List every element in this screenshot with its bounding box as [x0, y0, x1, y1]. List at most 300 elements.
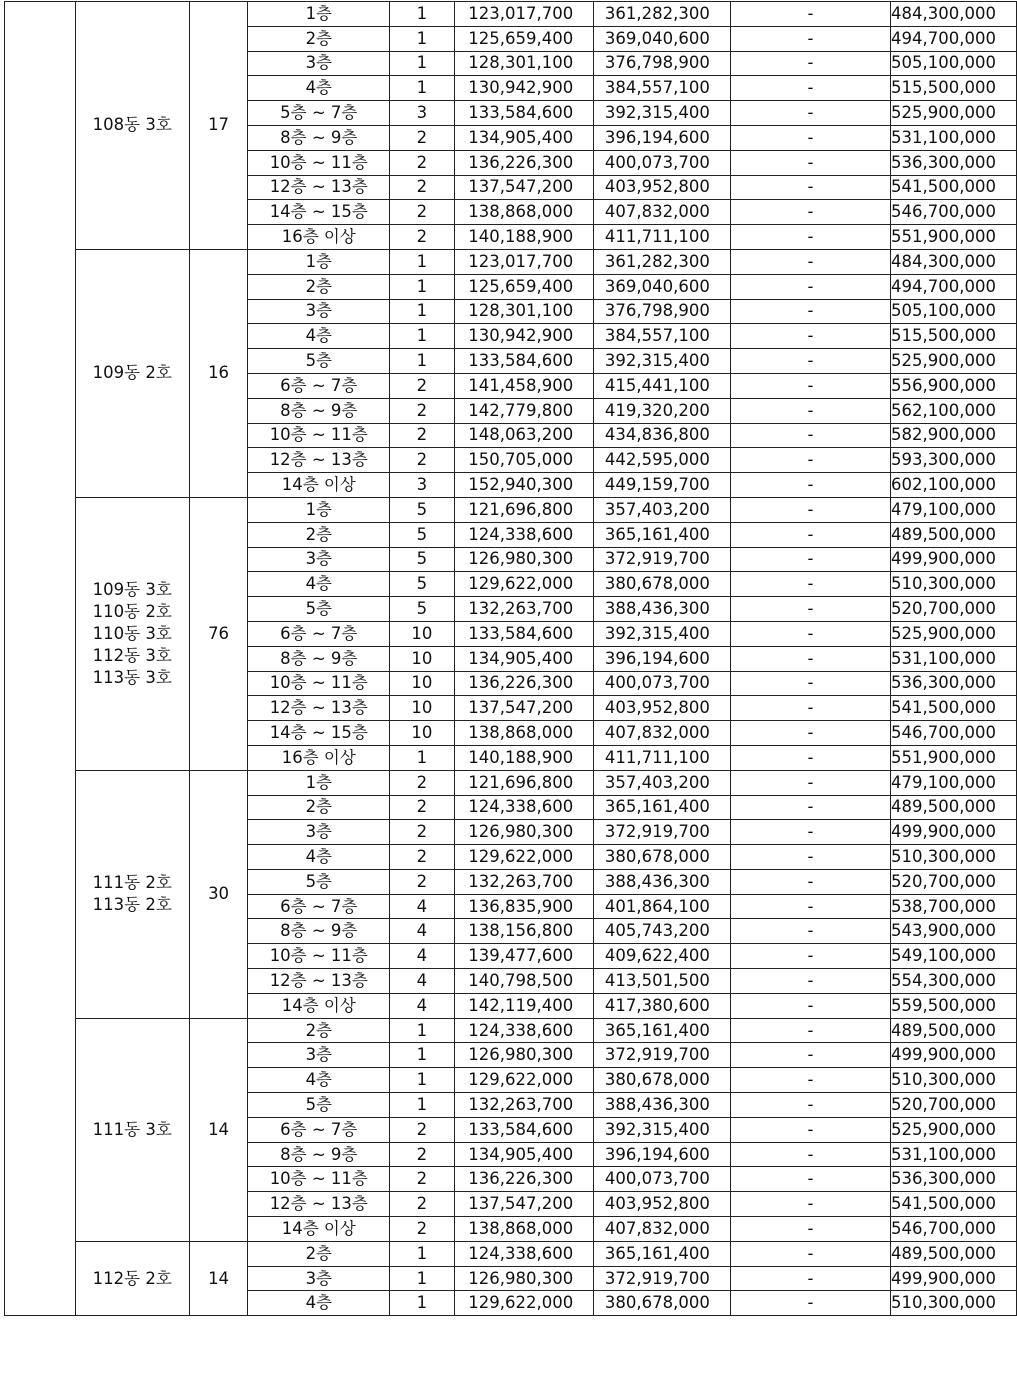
vat-cell: - — [730, 1068, 890, 1093]
vat-cell: - — [730, 299, 890, 324]
land-price-cell: 136,226,300 — [454, 150, 594, 175]
building-price-cell: 372,919,700 — [594, 1266, 731, 1291]
floor-cell: 1층 — [248, 497, 390, 522]
units-cell: 2 — [390, 200, 455, 225]
land-price-cell: 132,263,700 — [454, 869, 594, 894]
land-price-cell: 124,338,600 — [454, 795, 594, 820]
units-cell: 10 — [390, 646, 455, 671]
land-price-cell: 138,868,000 — [454, 721, 594, 746]
building-price-cell: 400,073,700 — [594, 671, 731, 696]
floor-cell: 16층 이상 — [248, 225, 390, 250]
vat-cell: - — [730, 646, 890, 671]
vat-cell: - — [730, 473, 890, 498]
price-table — [4, 1, 1017, 1316]
land-price-cell: 140,188,900 — [454, 225, 594, 250]
floor-cell: 12층 ~ 13층 — [248, 969, 390, 994]
total-price-cell: 531,100,000 — [890, 125, 1016, 150]
building-unit-label: 110동 3호 — [92, 623, 172, 643]
units-cell: 2 — [390, 398, 455, 423]
total-price-cell: 543,900,000 — [890, 919, 1016, 944]
floor-cell: 14층 이상 — [248, 1217, 390, 1242]
units-cell: 1 — [390, 299, 455, 324]
total-price-cell: 549,100,000 — [890, 944, 1016, 969]
land-price-cell: 126,980,300 — [454, 1043, 594, 1068]
household-count-cell: 17 — [189, 2, 248, 250]
floor-cell: 10층 ~ 11층 — [248, 671, 390, 696]
total-price-cell: 510,300,000 — [890, 1291, 1016, 1316]
units-cell: 2 — [390, 1167, 455, 1192]
vat-cell: - — [730, 249, 890, 274]
building-price-cell: 369,040,600 — [594, 274, 731, 299]
household-count-cell: 16 — [189, 249, 248, 497]
vat-cell: - — [730, 894, 890, 919]
building-price-cell: 411,711,100 — [594, 225, 731, 250]
building-unit-cell — [75, 249, 189, 497]
floor-cell: 3층 — [248, 547, 390, 572]
household-count-cell: 30 — [189, 770, 248, 1018]
vat-cell: - — [730, 696, 890, 721]
total-price-cell: 520,700,000 — [890, 869, 1016, 894]
floor-cell: 2층 — [248, 1241, 390, 1266]
land-price-cell: 125,659,400 — [454, 26, 594, 51]
floor-cell: 4층 — [248, 324, 390, 349]
land-price-cell: 148,063,200 — [454, 423, 594, 448]
land-price-cell: 138,156,800 — [454, 919, 594, 944]
total-price-cell: 525,900,000 — [890, 1117, 1016, 1142]
land-price-cell: 124,338,600 — [454, 1018, 594, 1043]
building-unit-label: 112동 3호 — [92, 645, 172, 665]
vat-cell: - — [730, 721, 890, 746]
building-price-cell: 380,678,000 — [594, 1068, 731, 1093]
units-cell: 2 — [390, 1142, 455, 1167]
units-cell: 2 — [390, 1117, 455, 1142]
vat-cell: - — [730, 547, 890, 572]
land-price-cell: 133,584,600 — [454, 1117, 594, 1142]
vat-cell: - — [730, 1266, 890, 1291]
land-price-cell: 124,338,600 — [454, 1241, 594, 1266]
land-price-cell: 150,705,000 — [454, 448, 594, 473]
units-cell: 10 — [390, 696, 455, 721]
total-price-cell: 582,900,000 — [890, 423, 1016, 448]
total-price-cell: 510,300,000 — [890, 572, 1016, 597]
building-price-cell: 409,622,400 — [594, 944, 731, 969]
total-price-cell: 593,300,000 — [890, 448, 1016, 473]
land-price-cell: 128,301,100 — [454, 51, 594, 76]
floor-cell: 1층 — [248, 2, 390, 27]
land-price-cell: 123,017,700 — [454, 2, 594, 27]
total-price-cell: 562,100,000 — [890, 398, 1016, 423]
floor-cell: 10층 ~ 11층 — [248, 944, 390, 969]
vat-cell: - — [730, 1117, 890, 1142]
units-cell: 5 — [390, 572, 455, 597]
total-price-cell: 489,500,000 — [890, 795, 1016, 820]
land-price-cell: 134,905,400 — [454, 125, 594, 150]
land-price-cell: 133,584,600 — [454, 101, 594, 126]
building-unit-label: 109동 2호 — [92, 363, 172, 383]
floor-cell: 2층 — [248, 795, 390, 820]
units-cell: 2 — [390, 423, 455, 448]
units-cell: 5 — [390, 522, 455, 547]
units-cell: 4 — [390, 894, 455, 919]
units-cell: 1 — [390, 1043, 455, 1068]
total-price-cell: 499,900,000 — [890, 547, 1016, 572]
units-cell: 5 — [390, 497, 455, 522]
floor-cell: 5층 — [248, 1093, 390, 1118]
vat-cell: - — [730, 522, 890, 547]
floor-cell: 16층 이상 — [248, 745, 390, 770]
building-price-cell: 365,161,400 — [594, 1241, 731, 1266]
land-price-cell: 136,226,300 — [454, 671, 594, 696]
land-price-cell: 126,980,300 — [454, 820, 594, 845]
units-cell: 4 — [390, 993, 455, 1018]
units-cell: 2 — [390, 795, 455, 820]
building-price-cell: 419,320,200 — [594, 398, 731, 423]
units-cell: 2 — [390, 150, 455, 175]
building-price-cell: 400,073,700 — [594, 150, 731, 175]
blank-margin-column — [5, 2, 76, 1316]
units-cell: 2 — [390, 770, 455, 795]
vat-cell: - — [730, 770, 890, 795]
vat-cell: - — [730, 869, 890, 894]
units-cell: 1 — [390, 1093, 455, 1118]
vat-cell: - — [730, 1043, 890, 1068]
building-unit-label: 113동 2호 — [92, 895, 172, 915]
land-price-cell: 129,622,000 — [454, 1291, 594, 1316]
floor-cell: 4층 — [248, 845, 390, 870]
total-price-cell: 541,500,000 — [890, 175, 1016, 200]
land-price-cell: 138,868,000 — [454, 1217, 594, 1242]
land-price-cell: 134,905,400 — [454, 646, 594, 671]
building-price-cell: 380,678,000 — [594, 572, 731, 597]
land-price-cell: 140,798,500 — [454, 969, 594, 994]
total-price-cell: 489,500,000 — [890, 1018, 1016, 1043]
total-price-cell: 551,900,000 — [890, 225, 1016, 250]
floor-cell: 3층 — [248, 820, 390, 845]
building-unit-cell — [75, 770, 189, 1018]
total-price-cell: 479,100,000 — [890, 497, 1016, 522]
vat-cell: - — [730, 944, 890, 969]
building-price-cell: 372,919,700 — [594, 1043, 731, 1068]
vat-cell: - — [730, 969, 890, 994]
vat-cell: - — [730, 101, 890, 126]
vat-cell: - — [730, 993, 890, 1018]
total-price-cell: 551,900,000 — [890, 745, 1016, 770]
table-row — [5, 770, 1017, 795]
land-price-cell: 133,584,600 — [454, 349, 594, 374]
floor-cell: 3층 — [248, 51, 390, 76]
building-price-cell: 411,711,100 — [594, 745, 731, 770]
vat-cell: - — [730, 621, 890, 646]
land-price-cell: 134,905,400 — [454, 1142, 594, 1167]
total-price-cell: 505,100,000 — [890, 299, 1016, 324]
building-price-cell: 361,282,300 — [594, 2, 731, 27]
vat-cell: - — [730, 448, 890, 473]
land-price-cell: 126,980,300 — [454, 1266, 594, 1291]
floor-cell: 2층 — [248, 1018, 390, 1043]
building-price-cell: 417,380,600 — [594, 993, 731, 1018]
floor-cell: 10층 ~ 11층 — [248, 1167, 390, 1192]
total-price-cell: 515,500,000 — [890, 76, 1016, 101]
floor-cell: 4층 — [248, 1068, 390, 1093]
floor-cell: 1층 — [248, 770, 390, 795]
vat-cell: - — [730, 820, 890, 845]
total-price-cell: 499,900,000 — [890, 1043, 1016, 1068]
building-price-cell: 392,315,400 — [594, 621, 731, 646]
building-price-cell: 392,315,400 — [594, 101, 731, 126]
vat-cell: - — [730, 671, 890, 696]
building-price-cell: 384,557,100 — [594, 76, 731, 101]
total-price-cell: 484,300,000 — [890, 2, 1016, 27]
vat-cell: - — [730, 150, 890, 175]
total-price-cell: 510,300,000 — [890, 1068, 1016, 1093]
building-unit-label: 108동 3호 — [92, 115, 172, 135]
building-price-cell: 407,832,000 — [594, 721, 731, 746]
building-unit-cell — [75, 1018, 189, 1241]
land-price-cell: 142,779,800 — [454, 398, 594, 423]
household-count-cell: 14 — [189, 1241, 248, 1315]
building-unit-label: 111동 2호 — [92, 873, 172, 893]
building-price-cell: 396,194,600 — [594, 646, 731, 671]
vat-cell: - — [730, 349, 890, 374]
land-price-cell: 136,835,900 — [454, 894, 594, 919]
floor-cell: 8층 ~ 9층 — [248, 125, 390, 150]
total-price-cell: 520,700,000 — [890, 597, 1016, 622]
land-price-cell: 136,226,300 — [454, 1167, 594, 1192]
total-price-cell: 479,100,000 — [890, 770, 1016, 795]
floor-cell: 2층 — [248, 26, 390, 51]
units-cell: 2 — [390, 125, 455, 150]
total-price-cell: 531,100,000 — [890, 1142, 1016, 1167]
vat-cell: - — [730, 2, 890, 27]
building-price-cell: 361,282,300 — [594, 249, 731, 274]
total-price-cell: 602,100,000 — [890, 473, 1016, 498]
units-cell: 2 — [390, 373, 455, 398]
building-price-cell: 380,678,000 — [594, 1291, 731, 1316]
floor-cell: 4층 — [248, 76, 390, 101]
units-cell: 2 — [390, 225, 455, 250]
vat-cell: - — [730, 497, 890, 522]
land-price-cell: 133,584,600 — [454, 621, 594, 646]
units-cell: 2 — [390, 1217, 455, 1242]
building-unit-label: 110동 2호 — [92, 601, 172, 621]
vat-cell: - — [730, 125, 890, 150]
building-unit-cell — [75, 1241, 189, 1315]
building-price-cell: 380,678,000 — [594, 845, 731, 870]
units-cell: 3 — [390, 473, 455, 498]
total-price-cell: 489,500,000 — [890, 522, 1016, 547]
units-cell: 5 — [390, 547, 455, 572]
total-price-cell: 541,500,000 — [890, 1192, 1016, 1217]
floor-cell: 10층 ~ 11층 — [248, 423, 390, 448]
table-row — [5, 1018, 1017, 1043]
household-count-cell: 76 — [189, 497, 248, 770]
floor-cell: 6층 ~ 7층 — [248, 621, 390, 646]
total-price-cell: 546,700,000 — [890, 721, 1016, 746]
total-price-cell: 484,300,000 — [890, 249, 1016, 274]
land-price-cell: 142,119,400 — [454, 993, 594, 1018]
floor-cell: 8층 ~ 9층 — [248, 1142, 390, 1167]
floor-cell: 3층 — [248, 299, 390, 324]
units-cell: 4 — [390, 919, 455, 944]
vat-cell: - — [730, 423, 890, 448]
table-row — [5, 497, 1017, 522]
land-price-cell: 137,547,200 — [454, 696, 594, 721]
building-price-cell: 413,501,500 — [594, 969, 731, 994]
units-cell: 2 — [390, 175, 455, 200]
total-price-cell: 559,500,000 — [890, 993, 1016, 1018]
floor-cell: 6층 ~ 7층 — [248, 373, 390, 398]
vat-cell: - — [730, 1093, 890, 1118]
building-price-cell: 407,832,000 — [594, 1217, 731, 1242]
land-price-cell: 141,458,900 — [454, 373, 594, 398]
total-price-cell: 520,700,000 — [890, 1093, 1016, 1118]
units-cell: 10 — [390, 721, 455, 746]
floor-cell: 3층 — [248, 1043, 390, 1068]
building-price-cell: 372,919,700 — [594, 547, 731, 572]
floor-cell: 8층 ~ 9층 — [248, 398, 390, 423]
vat-cell: - — [730, 200, 890, 225]
floor-cell: 5층 ~ 7층 — [248, 101, 390, 126]
floor-cell: 2층 — [248, 274, 390, 299]
units-cell: 1 — [390, 249, 455, 274]
floor-cell: 14층 이상 — [248, 473, 390, 498]
building-price-cell: 376,798,900 — [594, 51, 731, 76]
floor-cell: 1층 — [248, 249, 390, 274]
building-price-cell: 376,798,900 — [594, 299, 731, 324]
floor-cell: 5층 — [248, 869, 390, 894]
building-price-cell: 403,952,800 — [594, 696, 731, 721]
vat-cell: - — [730, 1217, 890, 1242]
household-count-cell: 14 — [189, 1018, 248, 1241]
building-price-cell: 396,194,600 — [594, 125, 731, 150]
vat-cell: - — [730, 795, 890, 820]
building-unit-label: 113동 3호 — [92, 667, 172, 687]
units-cell: 1 — [390, 76, 455, 101]
building-price-cell: 372,919,700 — [594, 820, 731, 845]
land-price-cell: 132,263,700 — [454, 1093, 594, 1118]
total-price-cell: 546,700,000 — [890, 200, 1016, 225]
total-price-cell: 499,900,000 — [890, 1266, 1016, 1291]
floor-cell: 5층 — [248, 349, 390, 374]
floor-cell: 10층 ~ 11층 — [248, 150, 390, 175]
land-price-cell: 129,622,000 — [454, 845, 594, 870]
units-cell: 10 — [390, 671, 455, 696]
total-price-cell: 541,500,000 — [890, 696, 1016, 721]
total-price-cell: 538,700,000 — [890, 894, 1016, 919]
building-price-cell: 403,952,800 — [594, 1192, 731, 1217]
total-price-cell: 489,500,000 — [890, 1241, 1016, 1266]
total-price-cell: 525,900,000 — [890, 101, 1016, 126]
building-price-cell: 400,073,700 — [594, 1167, 731, 1192]
building-price-cell: 384,557,100 — [594, 324, 731, 349]
units-cell: 2 — [390, 448, 455, 473]
vat-cell: - — [730, 919, 890, 944]
vat-cell: - — [730, 26, 890, 51]
building-price-cell: 357,403,200 — [594, 770, 731, 795]
land-price-cell: 123,017,700 — [454, 249, 594, 274]
units-cell: 1 — [390, 1266, 455, 1291]
total-price-cell: 536,300,000 — [890, 671, 1016, 696]
building-price-cell: 388,436,300 — [594, 1093, 731, 1118]
land-price-cell: 130,942,900 — [454, 76, 594, 101]
units-cell: 2 — [390, 845, 455, 870]
units-cell: 5 — [390, 597, 455, 622]
total-price-cell: 510,300,000 — [890, 845, 1016, 870]
land-price-cell: 139,477,600 — [454, 944, 594, 969]
floor-cell: 6층 ~ 7층 — [248, 1117, 390, 1142]
units-cell: 1 — [390, 745, 455, 770]
vat-cell: - — [730, 597, 890, 622]
building-unit-label: 111동 3호 — [92, 1119, 172, 1139]
units-cell: 10 — [390, 621, 455, 646]
land-price-cell: 129,622,000 — [454, 572, 594, 597]
floor-cell: 12층 ~ 13층 — [248, 1192, 390, 1217]
building-price-cell: 388,436,300 — [594, 597, 731, 622]
total-price-cell: 554,300,000 — [890, 969, 1016, 994]
floor-cell: 3층 — [248, 1266, 390, 1291]
land-price-cell: 124,338,600 — [454, 522, 594, 547]
floor-cell: 8층 ~ 9층 — [248, 919, 390, 944]
building-price-cell: 403,952,800 — [594, 175, 731, 200]
land-price-cell: 137,547,200 — [454, 175, 594, 200]
vat-cell: - — [730, 274, 890, 299]
building-price-cell: 365,161,400 — [594, 795, 731, 820]
building-unit-cell — [75, 2, 189, 250]
building-price-cell: 357,403,200 — [594, 497, 731, 522]
vat-cell: - — [730, 324, 890, 349]
floor-cell: 12층 ~ 13층 — [248, 696, 390, 721]
units-cell: 1 — [390, 324, 455, 349]
units-cell: 1 — [390, 1241, 455, 1266]
land-price-cell: 121,696,800 — [454, 770, 594, 795]
units-cell: 2 — [390, 1192, 455, 1217]
building-price-cell: 407,832,000 — [594, 200, 731, 225]
units-cell: 4 — [390, 969, 455, 994]
units-cell: 1 — [390, 1018, 455, 1043]
land-price-cell: 125,659,400 — [454, 274, 594, 299]
units-cell: 3 — [390, 101, 455, 126]
units-cell: 1 — [390, 274, 455, 299]
total-price-cell: 536,300,000 — [890, 1167, 1016, 1192]
land-price-cell: 121,696,800 — [454, 497, 594, 522]
vat-cell: - — [730, 1018, 890, 1043]
land-price-cell: 138,868,000 — [454, 200, 594, 225]
floor-cell: 12층 ~ 13층 — [248, 448, 390, 473]
land-price-cell: 128,301,100 — [454, 299, 594, 324]
units-cell: 1 — [390, 1068, 455, 1093]
land-price-cell: 126,980,300 — [454, 547, 594, 572]
land-price-cell: 129,622,000 — [454, 1068, 594, 1093]
total-price-cell: 556,900,000 — [890, 373, 1016, 398]
units-cell: 1 — [390, 26, 455, 51]
floor-cell: 5층 — [248, 597, 390, 622]
vat-cell: - — [730, 1142, 890, 1167]
total-price-cell: 546,700,000 — [890, 1217, 1016, 1242]
building-price-cell: 415,441,100 — [594, 373, 731, 398]
floor-cell: 2층 — [248, 522, 390, 547]
building-unit-label: 112동 2호 — [92, 1268, 172, 1288]
building-price-cell: 442,595,000 — [594, 448, 731, 473]
total-price-cell: 494,700,000 — [890, 274, 1016, 299]
total-price-cell: 525,900,000 — [890, 621, 1016, 646]
vat-cell: - — [730, 51, 890, 76]
units-cell: 1 — [390, 2, 455, 27]
floor-cell: 4층 — [248, 572, 390, 597]
total-price-cell: 531,100,000 — [890, 646, 1016, 671]
floor-cell: 14층 ~ 15층 — [248, 200, 390, 225]
vat-cell: - — [730, 745, 890, 770]
vat-cell: - — [730, 373, 890, 398]
